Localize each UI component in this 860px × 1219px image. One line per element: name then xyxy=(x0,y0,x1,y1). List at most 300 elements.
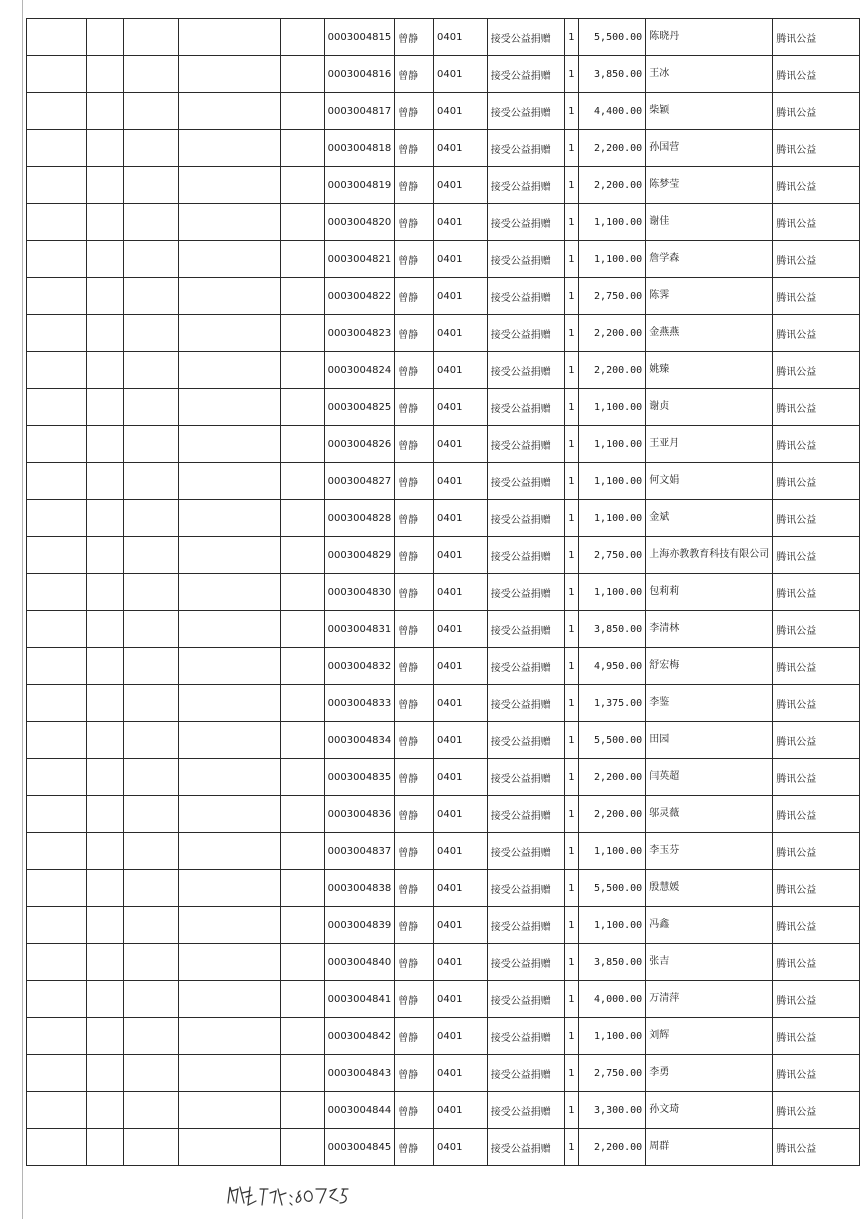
empty-cell xyxy=(87,870,124,907)
channel-cell: 腾讯公益 xyxy=(773,352,860,389)
channel-cell: 腾讯公益 xyxy=(773,981,860,1018)
table-row xyxy=(27,648,860,685)
empty-cell xyxy=(124,389,179,426)
quantity-cell: 1 xyxy=(564,537,578,574)
voucher-number-cell: 0003004815 xyxy=(324,19,395,56)
table-row xyxy=(27,93,860,130)
account-code-cell: 0401 xyxy=(434,648,488,685)
table-row xyxy=(27,833,860,870)
donor-name-cell: 王冰 xyxy=(646,56,773,93)
quantity-cell: 1 xyxy=(564,611,578,648)
donor-name-cell: 孙国营 xyxy=(646,130,773,167)
empty-cell xyxy=(124,93,179,130)
empty-cell xyxy=(280,870,324,907)
voucher-number-cell: 0003004840 xyxy=(324,944,395,981)
voucher-number-cell: 0003004828 xyxy=(324,500,395,537)
channel-cell: 腾讯公益 xyxy=(773,944,860,981)
empty-cell xyxy=(124,1092,179,1129)
empty-cell xyxy=(27,870,87,907)
operator-cell: 曾静 xyxy=(395,1129,434,1166)
amount-cell: 5,500.00 xyxy=(578,870,646,907)
empty-cell xyxy=(280,204,324,241)
empty-cell xyxy=(87,759,124,796)
empty-cell xyxy=(124,796,179,833)
empty-cell xyxy=(87,1055,124,1092)
empty-cell xyxy=(178,463,280,500)
empty-cell xyxy=(124,722,179,759)
table-row xyxy=(27,463,860,500)
empty-cell xyxy=(178,574,280,611)
description-cell: 接受公益捐赠 xyxy=(487,167,564,204)
empty-cell xyxy=(178,796,280,833)
channel-cell: 腾讯公益 xyxy=(773,315,860,352)
empty-cell xyxy=(87,167,124,204)
operator-cell: 曾静 xyxy=(395,241,434,278)
quantity-cell: 1 xyxy=(564,796,578,833)
voucher-number-cell: 0003004845 xyxy=(324,1129,395,1166)
empty-cell xyxy=(124,833,179,870)
account-code-cell: 0401 xyxy=(434,463,488,500)
empty-cell xyxy=(178,907,280,944)
quantity-cell: 1 xyxy=(564,500,578,537)
voucher-number-cell: 0003004839 xyxy=(324,907,395,944)
empty-cell xyxy=(27,759,87,796)
operator-cell: 曾静 xyxy=(395,56,434,93)
empty-cell xyxy=(280,1018,324,1055)
empty-cell xyxy=(87,537,124,574)
empty-cell xyxy=(280,574,324,611)
quantity-cell: 1 xyxy=(564,93,578,130)
empty-cell xyxy=(27,426,87,463)
operator-cell: 曾静 xyxy=(395,389,434,426)
empty-cell xyxy=(27,574,87,611)
empty-cell xyxy=(280,352,324,389)
table-row xyxy=(27,130,860,167)
table-row xyxy=(27,315,860,352)
voucher-number-cell: 0003004816 xyxy=(324,56,395,93)
quantity-cell: 1 xyxy=(564,463,578,500)
empty-cell xyxy=(280,426,324,463)
operator-cell: 曾静 xyxy=(395,870,434,907)
donor-name-cell: 李勇 xyxy=(646,1055,773,1092)
table-row xyxy=(27,241,860,278)
empty-cell xyxy=(280,93,324,130)
empty-cell xyxy=(87,56,124,93)
empty-cell xyxy=(280,463,324,500)
channel-cell: 腾讯公益 xyxy=(773,759,860,796)
empty-cell xyxy=(178,278,280,315)
channel-cell: 腾讯公益 xyxy=(773,537,860,574)
empty-cell xyxy=(280,19,324,56)
table-row xyxy=(27,870,860,907)
description-cell: 接受公益捐赠 xyxy=(487,130,564,167)
empty-cell xyxy=(178,537,280,574)
voucher-number-cell: 0003004836 xyxy=(324,796,395,833)
description-cell: 接受公益捐赠 xyxy=(487,722,564,759)
empty-cell xyxy=(27,537,87,574)
channel-cell: 腾讯公益 xyxy=(773,56,860,93)
channel-cell: 腾讯公益 xyxy=(773,907,860,944)
amount-cell: 2,200.00 xyxy=(578,130,646,167)
amount-cell: 4,400.00 xyxy=(578,93,646,130)
empty-cell xyxy=(124,759,179,796)
handwritten-signature xyxy=(224,1181,354,1211)
empty-cell xyxy=(280,1055,324,1092)
channel-cell: 腾讯公益 xyxy=(773,389,860,426)
empty-cell xyxy=(178,204,280,241)
empty-cell xyxy=(27,685,87,722)
voucher-number-cell: 0003004821 xyxy=(324,241,395,278)
empty-cell xyxy=(87,981,124,1018)
donor-name-cell: 陈梦莹 xyxy=(646,167,773,204)
quantity-cell: 1 xyxy=(564,241,578,278)
donor-name-cell: 孙文琦 xyxy=(646,1092,773,1129)
empty-cell xyxy=(87,204,124,241)
empty-cell xyxy=(27,648,87,685)
empty-cell xyxy=(124,574,179,611)
empty-cell xyxy=(178,426,280,463)
empty-cell xyxy=(87,389,124,426)
empty-cell xyxy=(27,981,87,1018)
account-code-cell: 0401 xyxy=(434,759,488,796)
description-cell: 接受公益捐赠 xyxy=(487,1018,564,1055)
empty-cell xyxy=(87,352,124,389)
operator-cell: 曾静 xyxy=(395,833,434,870)
empty-cell xyxy=(27,796,87,833)
account-code-cell: 0401 xyxy=(434,1092,488,1129)
quantity-cell: 1 xyxy=(564,981,578,1018)
quantity-cell: 1 xyxy=(564,1129,578,1166)
description-cell: 接受公益捐赠 xyxy=(487,500,564,537)
quantity-cell: 1 xyxy=(564,759,578,796)
donor-name-cell: 张吉 xyxy=(646,944,773,981)
empty-cell xyxy=(87,611,124,648)
empty-cell xyxy=(27,833,87,870)
voucher-number-cell: 0003004818 xyxy=(324,130,395,167)
account-code-cell: 0401 xyxy=(434,574,488,611)
empty-cell xyxy=(27,611,87,648)
table-row xyxy=(27,796,860,833)
empty-cell xyxy=(124,944,179,981)
description-cell: 接受公益捐赠 xyxy=(487,1129,564,1166)
empty-cell xyxy=(178,389,280,426)
empty-cell xyxy=(124,500,179,537)
account-code-cell: 0401 xyxy=(434,611,488,648)
table-row xyxy=(27,389,860,426)
amount-cell: 3,300.00 xyxy=(578,1092,646,1129)
table-row xyxy=(27,759,860,796)
empty-cell xyxy=(280,241,324,278)
account-code-cell: 0401 xyxy=(434,278,488,315)
donor-name-cell: 王亚月 xyxy=(646,426,773,463)
description-cell: 接受公益捐赠 xyxy=(487,241,564,278)
amount-cell: 2,750.00 xyxy=(578,278,646,315)
donor-name-cell: 金斌 xyxy=(646,500,773,537)
empty-cell xyxy=(87,796,124,833)
empty-cell xyxy=(280,833,324,870)
donor-name-cell: 何文娟 xyxy=(646,463,773,500)
description-cell: 接受公益捐赠 xyxy=(487,833,564,870)
voucher-number-cell: 0003004843 xyxy=(324,1055,395,1092)
amount-cell: 1,100.00 xyxy=(578,463,646,500)
quantity-cell: 1 xyxy=(564,1018,578,1055)
table-row xyxy=(27,574,860,611)
donor-name-cell: 邬灵薇 xyxy=(646,796,773,833)
operator-cell: 曾静 xyxy=(395,463,434,500)
empty-cell xyxy=(27,278,87,315)
channel-cell: 腾讯公益 xyxy=(773,93,860,130)
channel-cell: 腾讯公益 xyxy=(773,685,860,722)
empty-cell xyxy=(27,1129,87,1166)
channel-cell: 腾讯公益 xyxy=(773,648,860,685)
empty-cell xyxy=(87,907,124,944)
channel-cell: 腾讯公益 xyxy=(773,167,860,204)
empty-cell xyxy=(124,426,179,463)
description-cell: 接受公益捐赠 xyxy=(487,426,564,463)
empty-cell xyxy=(124,1018,179,1055)
empty-cell xyxy=(280,722,324,759)
account-code-cell: 0401 xyxy=(434,426,488,463)
empty-cell xyxy=(178,19,280,56)
quantity-cell: 1 xyxy=(564,907,578,944)
voucher-number-cell: 0003004835 xyxy=(324,759,395,796)
empty-cell xyxy=(27,907,87,944)
voucher-number-cell: 0003004819 xyxy=(324,167,395,204)
description-cell: 接受公益捐赠 xyxy=(487,93,564,130)
donor-name-cell: 包莉莉 xyxy=(646,574,773,611)
empty-cell xyxy=(27,352,87,389)
amount-cell: 1,100.00 xyxy=(578,500,646,537)
donor-name-cell: 刘辉 xyxy=(646,1018,773,1055)
empty-cell xyxy=(87,1129,124,1166)
description-cell: 接受公益捐赠 xyxy=(487,1055,564,1092)
amount-cell: 3,850.00 xyxy=(578,611,646,648)
operator-cell: 曾静 xyxy=(395,796,434,833)
operator-cell: 曾静 xyxy=(395,944,434,981)
voucher-number-cell: 0003004824 xyxy=(324,352,395,389)
description-cell: 接受公益捐赠 xyxy=(487,56,564,93)
voucher-number-cell: 0003004838 xyxy=(324,870,395,907)
channel-cell: 腾讯公益 xyxy=(773,796,860,833)
operator-cell: 曾静 xyxy=(395,907,434,944)
account-code-cell: 0401 xyxy=(434,796,488,833)
voucher-number-cell: 0003004817 xyxy=(324,93,395,130)
empty-cell xyxy=(178,722,280,759)
empty-cell xyxy=(87,500,124,537)
channel-cell: 腾讯公益 xyxy=(773,722,860,759)
empty-cell xyxy=(87,1018,124,1055)
amount-cell: 1,100.00 xyxy=(578,204,646,241)
account-code-cell: 0401 xyxy=(434,241,488,278)
account-code-cell: 0401 xyxy=(434,1129,488,1166)
empty-cell xyxy=(124,19,179,56)
operator-cell: 曾静 xyxy=(395,352,434,389)
description-cell: 接受公益捐赠 xyxy=(487,19,564,56)
empty-cell xyxy=(178,167,280,204)
donor-name-cell: 李玉芬 xyxy=(646,833,773,870)
amount-cell: 1,100.00 xyxy=(578,574,646,611)
operator-cell: 曾静 xyxy=(395,93,434,130)
channel-cell: 腾讯公益 xyxy=(773,611,860,648)
operator-cell: 曾静 xyxy=(395,648,434,685)
empty-cell xyxy=(124,463,179,500)
quantity-cell: 1 xyxy=(564,167,578,204)
channel-cell: 腾讯公益 xyxy=(773,1092,860,1129)
empty-cell xyxy=(178,648,280,685)
voucher-number-cell: 0003004830 xyxy=(324,574,395,611)
empty-cell xyxy=(27,315,87,352)
account-code-cell: 0401 xyxy=(434,56,488,93)
channel-cell: 腾讯公益 xyxy=(773,833,860,870)
empty-cell xyxy=(280,1092,324,1129)
empty-cell xyxy=(124,315,179,352)
table-row xyxy=(27,167,860,204)
empty-cell xyxy=(280,167,324,204)
donor-name-cell: 上海亦教教育科技有限公司 xyxy=(646,537,773,574)
empty-cell xyxy=(280,944,324,981)
donor-name-cell: 陈霁 xyxy=(646,278,773,315)
empty-cell xyxy=(178,352,280,389)
table-row xyxy=(27,611,860,648)
voucher-number-cell: 0003004827 xyxy=(324,463,395,500)
donor-name-cell: 闫英超 xyxy=(646,759,773,796)
quantity-cell: 1 xyxy=(564,944,578,981)
empty-cell xyxy=(280,500,324,537)
donor-name-cell: 殷慧媛 xyxy=(646,870,773,907)
empty-cell xyxy=(280,278,324,315)
empty-cell xyxy=(124,167,179,204)
empty-cell xyxy=(280,796,324,833)
description-cell: 接受公益捐赠 xyxy=(487,315,564,352)
channel-cell: 腾讯公益 xyxy=(773,1018,860,1055)
account-code-cell: 0401 xyxy=(434,1018,488,1055)
table-row xyxy=(27,722,860,759)
table-row xyxy=(27,1055,860,1092)
description-cell: 接受公益捐赠 xyxy=(487,685,564,722)
table-row xyxy=(27,426,860,463)
amount-cell: 5,500.00 xyxy=(578,722,646,759)
empty-cell xyxy=(27,167,87,204)
quantity-cell: 1 xyxy=(564,685,578,722)
ledger-body xyxy=(27,19,860,1166)
quantity-cell: 1 xyxy=(564,278,578,315)
amount-cell: 2,750.00 xyxy=(578,1055,646,1092)
empty-cell xyxy=(178,1092,280,1129)
table-row xyxy=(27,1018,860,1055)
amount-cell: 1,100.00 xyxy=(578,907,646,944)
empty-cell xyxy=(27,1092,87,1129)
account-code-cell: 0401 xyxy=(434,389,488,426)
table-row xyxy=(27,907,860,944)
operator-cell: 曾静 xyxy=(395,981,434,1018)
operator-cell: 曾静 xyxy=(395,204,434,241)
operator-cell: 曾静 xyxy=(395,574,434,611)
table-row xyxy=(27,56,860,93)
channel-cell: 腾讯公益 xyxy=(773,19,860,56)
description-cell: 接受公益捐赠 xyxy=(487,389,564,426)
voucher-number-cell: 0003004834 xyxy=(324,722,395,759)
empty-cell xyxy=(87,19,124,56)
description-cell: 接受公益捐赠 xyxy=(487,611,564,648)
voucher-number-cell: 0003004832 xyxy=(324,648,395,685)
empty-cell xyxy=(124,611,179,648)
table-row xyxy=(27,981,860,1018)
empty-cell xyxy=(178,315,280,352)
empty-cell xyxy=(124,130,179,167)
voucher-number-cell: 0003004829 xyxy=(324,537,395,574)
empty-cell xyxy=(27,93,87,130)
empty-cell xyxy=(124,537,179,574)
quantity-cell: 1 xyxy=(564,648,578,685)
donor-name-cell: 李鉴 xyxy=(646,685,773,722)
description-cell: 接受公益捐赠 xyxy=(487,759,564,796)
description-cell: 接受公益捐赠 xyxy=(487,796,564,833)
empty-cell xyxy=(178,833,280,870)
amount-cell: 1,100.00 xyxy=(578,1018,646,1055)
channel-cell: 腾讯公益 xyxy=(773,870,860,907)
table-row xyxy=(27,204,860,241)
table-row xyxy=(27,537,860,574)
empty-cell xyxy=(27,19,87,56)
description-cell: 接受公益捐赠 xyxy=(487,574,564,611)
amount-cell: 1,375.00 xyxy=(578,685,646,722)
voucher-number-cell: 0003004831 xyxy=(324,611,395,648)
empty-cell xyxy=(27,241,87,278)
empty-cell xyxy=(280,537,324,574)
quantity-cell: 1 xyxy=(564,870,578,907)
empty-cell xyxy=(178,500,280,537)
donor-name-cell: 李清林 xyxy=(646,611,773,648)
empty-cell xyxy=(280,389,324,426)
quantity-cell: 1 xyxy=(564,315,578,352)
empty-cell xyxy=(87,315,124,352)
account-code-cell: 0401 xyxy=(434,870,488,907)
quantity-cell: 1 xyxy=(564,56,578,93)
amount-cell: 3,850.00 xyxy=(578,56,646,93)
empty-cell xyxy=(124,870,179,907)
description-cell: 接受公益捐赠 xyxy=(487,463,564,500)
quantity-cell: 1 xyxy=(564,1055,578,1092)
empty-cell xyxy=(27,944,87,981)
donor-name-cell: 姚臻 xyxy=(646,352,773,389)
account-code-cell: 0401 xyxy=(434,833,488,870)
operator-cell: 曾静 xyxy=(395,130,434,167)
empty-cell xyxy=(280,611,324,648)
donor-name-cell: 冯鑫 xyxy=(646,907,773,944)
quantity-cell: 1 xyxy=(564,352,578,389)
operator-cell: 曾静 xyxy=(395,19,434,56)
empty-cell xyxy=(280,130,324,167)
voucher-number-cell: 0003004844 xyxy=(324,1092,395,1129)
empty-cell xyxy=(280,981,324,1018)
description-cell: 接受公益捐赠 xyxy=(487,204,564,241)
empty-cell xyxy=(27,500,87,537)
account-code-cell: 0401 xyxy=(434,944,488,981)
operator-cell: 曾静 xyxy=(395,315,434,352)
empty-cell xyxy=(280,315,324,352)
description-cell: 接受公益捐赠 xyxy=(487,648,564,685)
quantity-cell: 1 xyxy=(564,574,578,611)
table-row xyxy=(27,19,860,56)
channel-cell: 腾讯公益 xyxy=(773,500,860,537)
donor-name-cell: 谢贞 xyxy=(646,389,773,426)
empty-cell xyxy=(178,93,280,130)
donor-name-cell: 周群 xyxy=(646,1129,773,1166)
amount-cell: 3,850.00 xyxy=(578,944,646,981)
account-code-cell: 0401 xyxy=(434,981,488,1018)
table-row xyxy=(27,352,860,389)
voucher-number-cell: 0003004826 xyxy=(324,426,395,463)
